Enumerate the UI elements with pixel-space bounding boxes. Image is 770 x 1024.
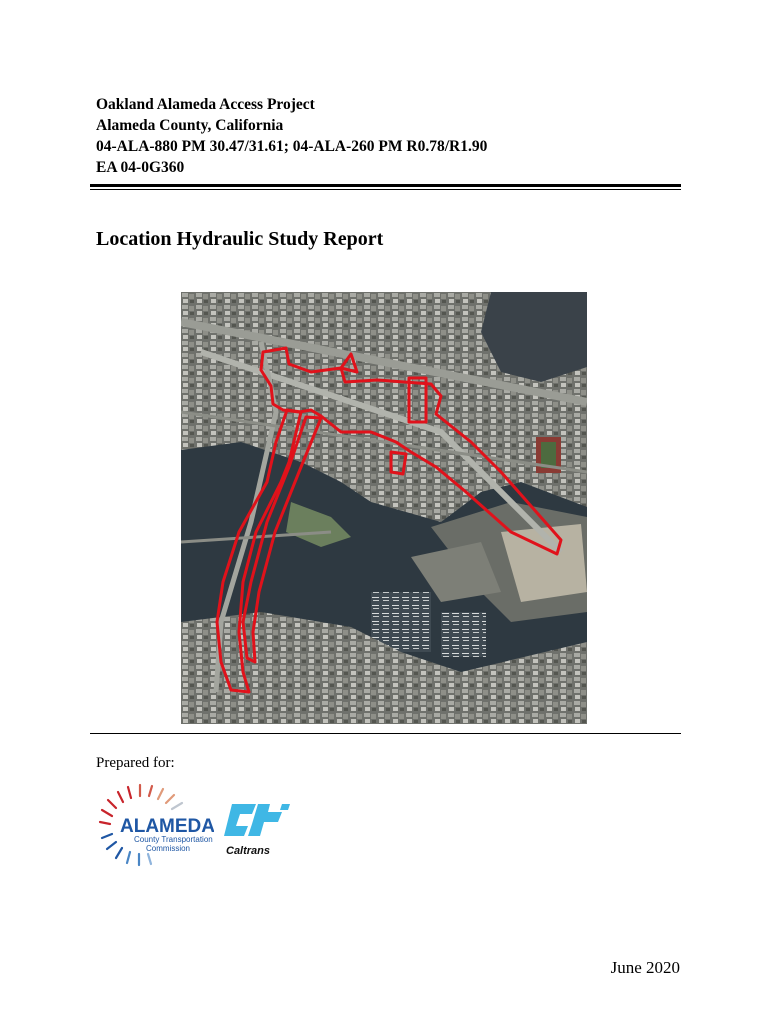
alameda-wordmark: ALAMEDA [120,816,214,837]
caltrans-wordmark: Caltrans [226,845,271,857]
map-divider [90,733,681,734]
caltrans-logo [218,798,292,860]
alameda-subtitle-line2: Commission [146,844,191,853]
header-divider-thick [90,184,681,187]
project-location-map [181,292,587,724]
alameda-ctc-logo-graphic [94,776,214,872]
report-title: Location Hydraulic Study Report [96,228,384,250]
project-name: Oakland Alameda Access Project [96,96,315,113]
county-state: Alameda County, California [96,117,284,134]
postmile-range: 04-ALA-880 PM 30.47/31.61; 04-ALA-260 PM R0.78/R1.90 [96,138,488,155]
report-header [96,94,686,178]
aerial-map-image [181,292,587,724]
report-date: June 2020 [610,958,680,977]
prepared-for-label: Prepared for: [96,755,175,771]
caltrans-logo-graphic [218,798,292,860]
alameda-subtitle-line1: County Transportation [134,835,213,844]
expenditure-authorization: EA 04-0G360 [96,159,185,176]
alameda-ctc-logo [94,776,214,872]
header-divider-thin [90,189,681,190]
